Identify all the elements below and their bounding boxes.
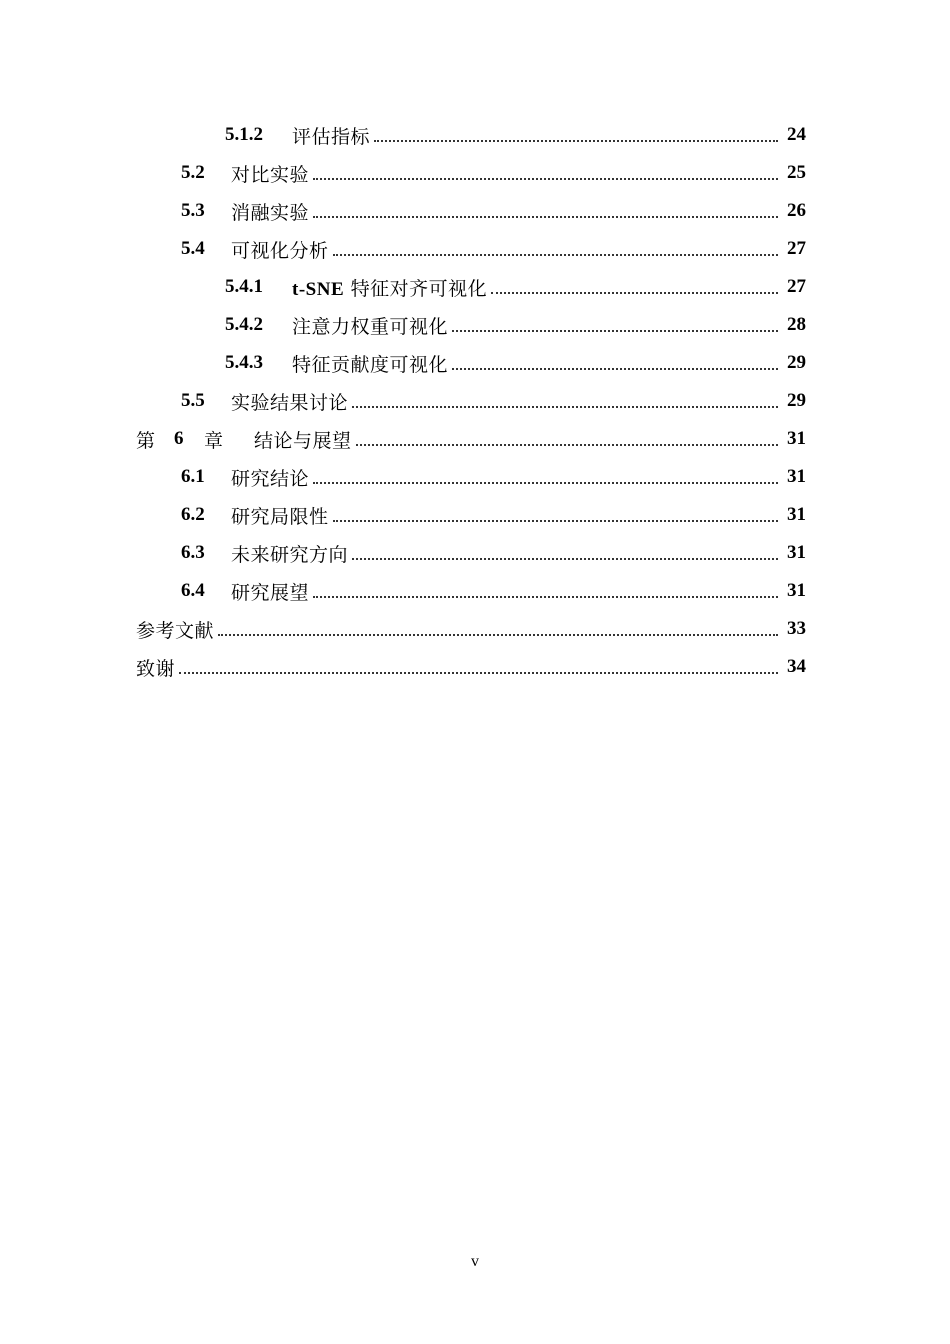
toc-entry[interactable] [0,458,950,496]
section-title: 研究局限性 [231,505,329,528]
toc-entry[interactable] [0,268,950,306]
section-title [292,274,487,301]
dot-leader [313,216,778,218]
section-number: 5.3 [181,200,205,221]
section-title: 特征贡献度可视化 [292,353,449,376]
section-title: 未来研究方向 [231,543,349,566]
page-number: 31 [787,466,806,487]
page-number: 31 [787,580,806,601]
toc-entry-acknowledgements[interactable] [0,648,950,686]
section-title-latin: t-SNE [292,278,345,300]
page-number: 26 [787,200,806,221]
section-title: 评估指标 [292,125,371,148]
section-title: 对比实验 [231,163,310,186]
toc-entry[interactable] [0,382,950,420]
section-number: 5.5 [181,390,205,411]
page-number: 31 [787,542,806,563]
chapter-word-prefix: 第 [136,429,156,452]
dot-leader [313,178,778,180]
dot-leader [491,292,778,294]
dot-leader [356,444,778,446]
chapter-number: 6 [174,428,184,449]
section-title: 实验结果讨论 [231,391,349,414]
section-number: 5.1.2 [225,124,263,145]
toc-entry[interactable] [0,192,950,230]
page-number: 28 [787,314,806,335]
page-number: 29 [787,352,806,373]
dot-leader [452,330,778,332]
toc-entry[interactable] [0,496,950,534]
section-number: 5.2 [181,162,205,183]
chapter-word-suffix: 章 [204,429,224,452]
toc-entry[interactable] [0,534,950,572]
toc-entry[interactable] [0,306,950,344]
section-number: 5.4.1 [225,276,263,297]
toc-entry[interactable] [0,572,950,610]
toc-chapter-entry[interactable] [0,420,950,458]
page-number: 31 [787,428,806,449]
dot-leader [218,634,778,636]
dot-leader [333,520,778,522]
section-title: 参考文献 [136,619,215,642]
dot-leader [374,140,778,142]
dot-leader [333,254,778,256]
table-of-contents [0,116,950,686]
section-title-text: 特征对齐可视化 [344,277,488,300]
dot-leader [452,368,778,370]
section-title: 注意力权重可视化 [292,315,449,338]
page-number: 27 [787,238,806,259]
section-title: 研究结论 [231,467,310,490]
page-footer-number: v [471,1253,479,1270]
page-number: 25 [787,162,806,183]
toc-entry[interactable] [0,230,950,268]
section-number: 6.1 [181,466,205,487]
page-number: 33 [787,618,806,639]
page-number: 24 [787,124,806,145]
toc-entry[interactable] [0,154,950,192]
toc-entry[interactable] [0,116,950,154]
section-number: 6.2 [181,504,205,525]
section-number: 5.4 [181,238,205,259]
toc-entry-references[interactable] [0,610,950,648]
dot-leader [352,558,778,560]
dot-leader [313,596,778,598]
section-number: 5.4.3 [225,352,263,373]
section-title: 可视化分析 [231,239,329,262]
section-number: 6.4 [181,580,205,601]
section-number: 5.4.2 [225,314,263,335]
dot-leader [352,406,778,408]
toc-entry[interactable] [0,344,950,382]
section-title: 致谢 [136,657,176,680]
chapter-heading [136,426,352,453]
page-number: 27 [787,276,806,297]
section-number: 6.3 [181,542,205,563]
dot-leader [313,482,778,484]
page-number: 31 [787,504,806,525]
section-title: 研究展望 [231,581,310,604]
page-number: 34 [787,656,806,677]
chapter-title: 结论与展望 [254,429,352,452]
section-title: 消融实验 [231,201,310,224]
dot-leader [179,672,778,674]
page-number: 29 [787,390,806,411]
